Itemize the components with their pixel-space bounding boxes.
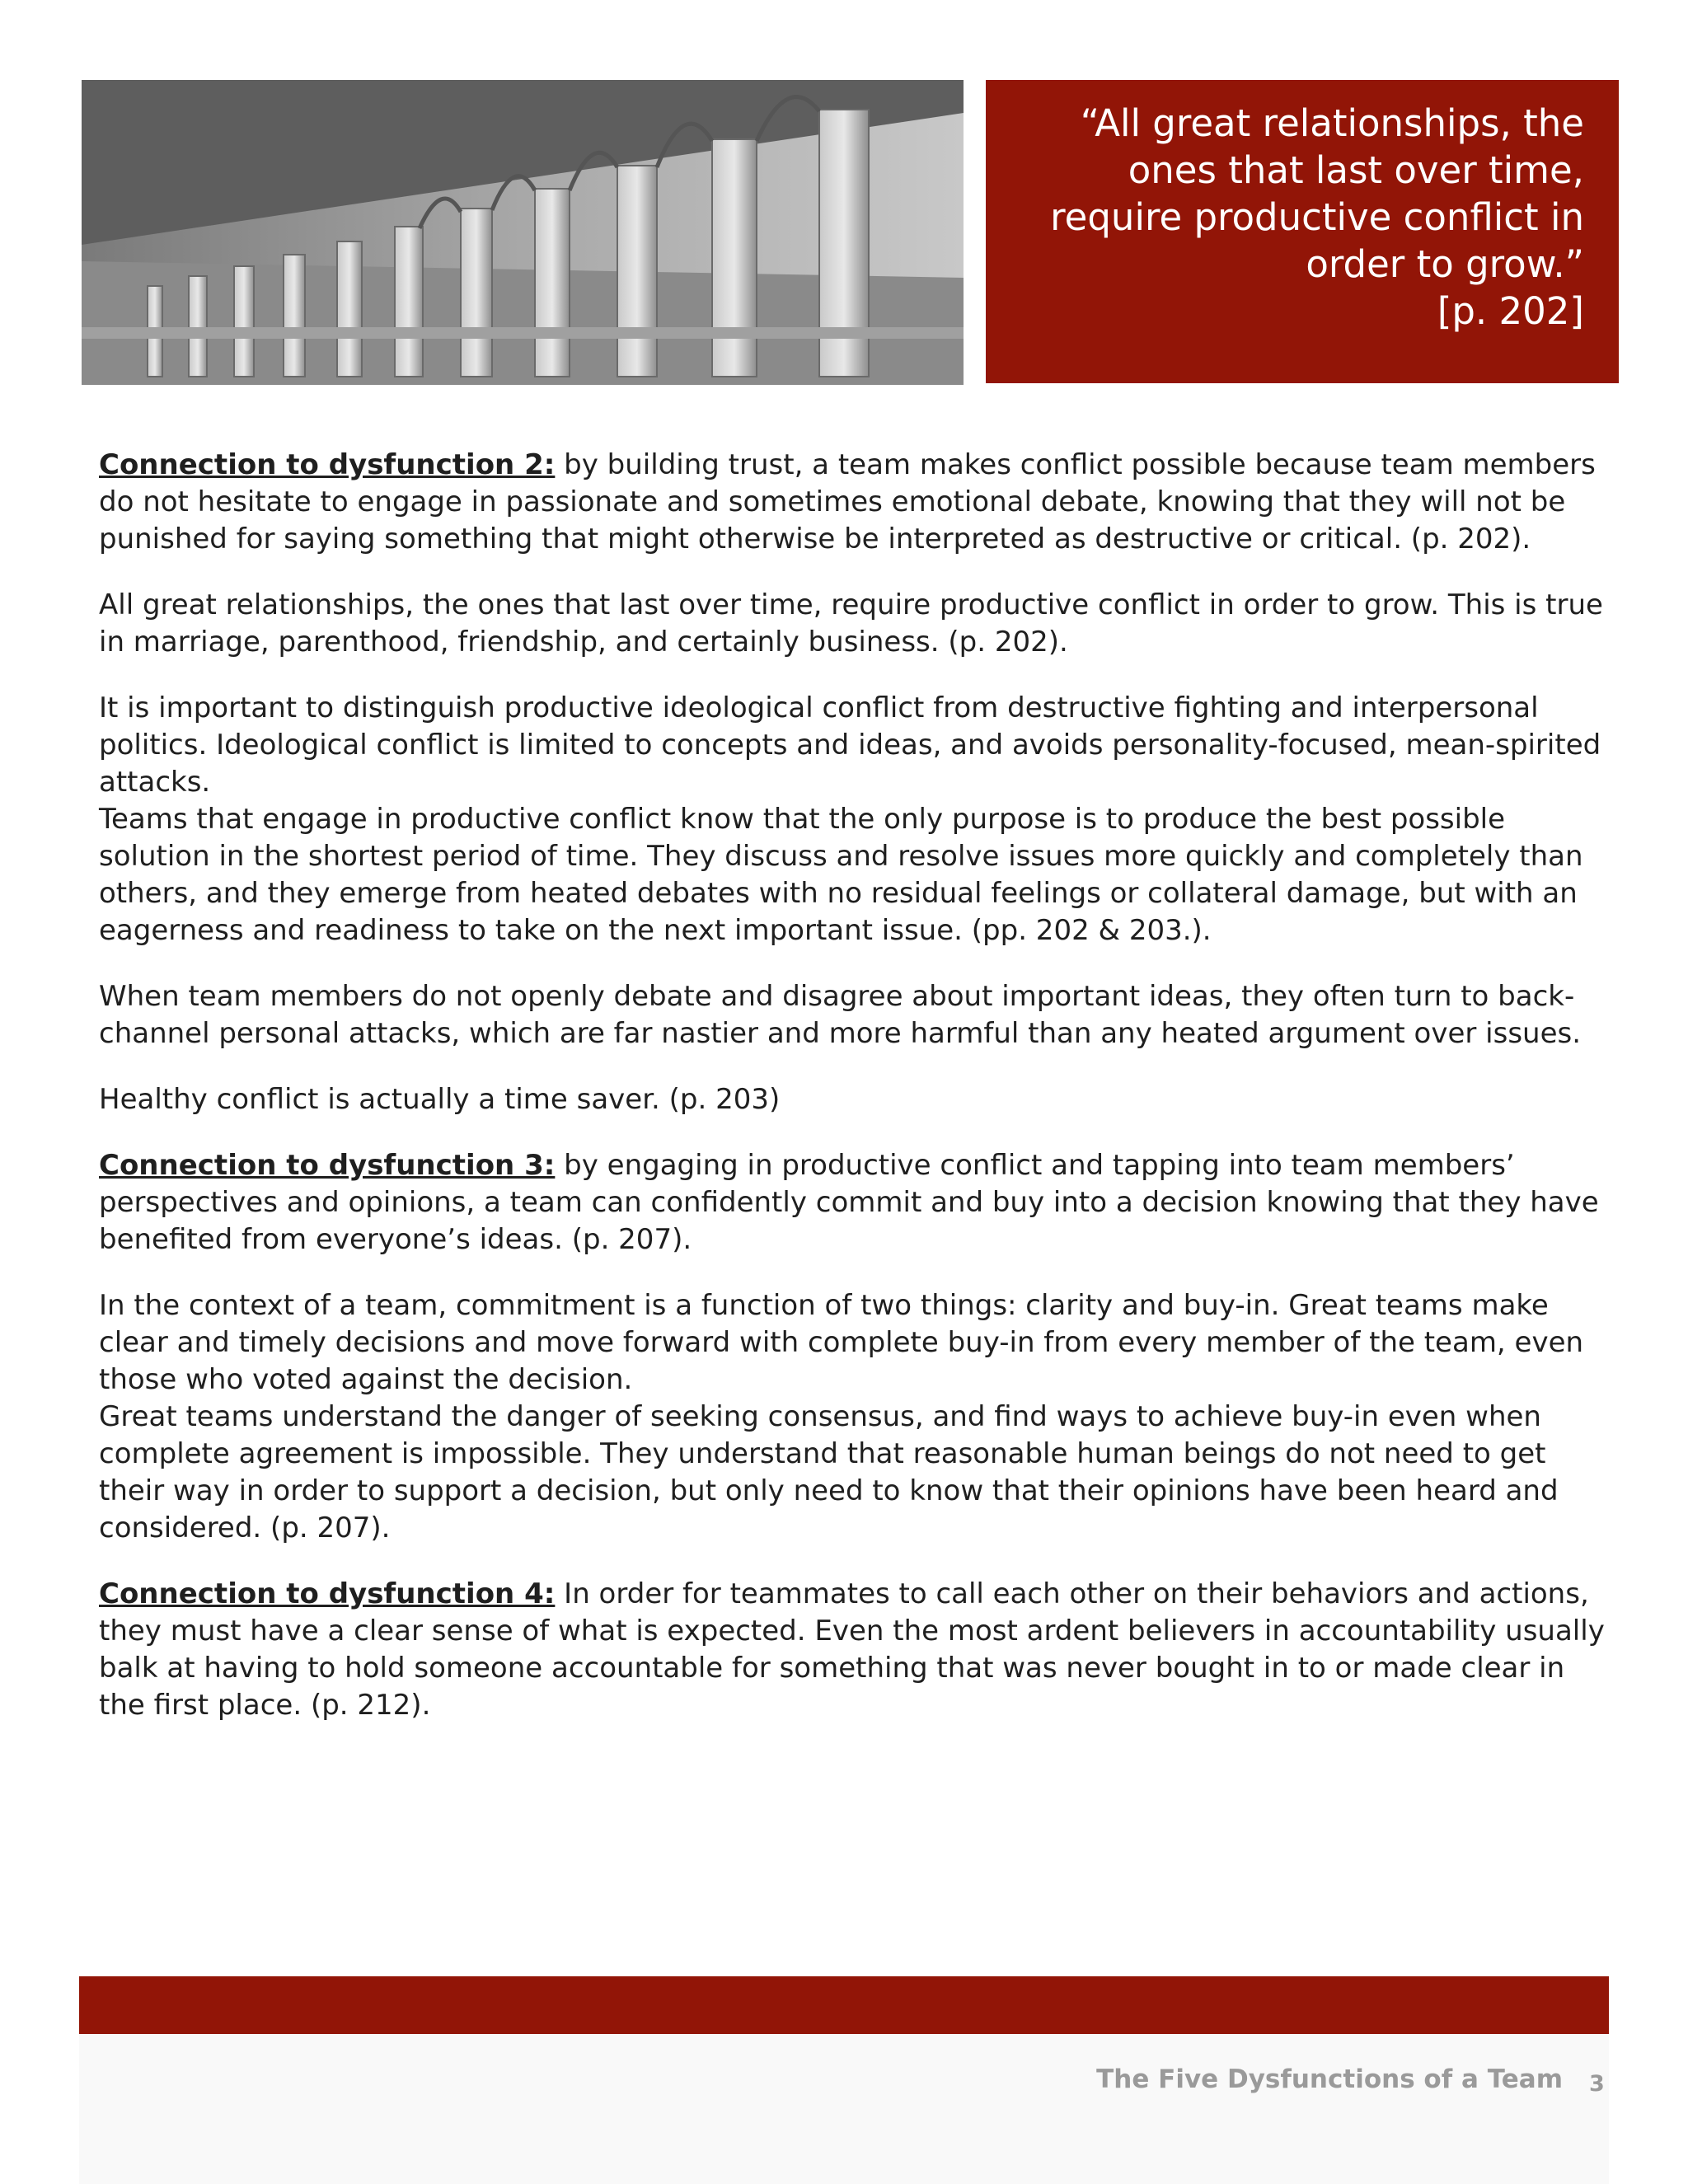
quote-line: “All great relationships, the bbox=[1080, 101, 1584, 145]
quote-line: ones that last over time, bbox=[1128, 148, 1584, 192]
paragraph: It is important to distinguish productive ideological conflict from destructive fighting and interpersonal politics. Ideological conflict is limited to concepts and ideas, and avoids personality-focused, mean-spirited attacks. bbox=[99, 691, 1601, 799]
paragraph: In the context of a team, commitment is a function of two things: clarity and buy-in. Great teams make clear and timely decisions and move forward with complete buy-in from every member of the team, even those who voted against the decision. bbox=[99, 1289, 1584, 1396]
quote-citation: [p. 202] bbox=[1437, 289, 1584, 333]
footer-title: The Five Dysfunctions of a Team bbox=[1096, 2064, 1563, 2094]
paragraph-text: by engaging in productive conflict and tapping into team members’ perspectives and opinions, a team can confidently commit and buy into a decision knowing that they have benefited from everyone’s ideas. (p. 207). bbox=[99, 1149, 1599, 1256]
paragraph: All great relationships, the ones that last over time, require productive conflict in order to grow. This is true in marriage, parenthood, friendship, and certainly business. (p. 202). bbox=[99, 588, 1603, 658]
quote-line: require productive conflict in bbox=[1050, 195, 1584, 239]
pull-quote bbox=[986, 80, 1619, 383]
footer-area bbox=[79, 2034, 1609, 2184]
paragraph: When team members do not openly debate and disagree about important ideas, they often turn to back-channel personal attacks, which are far nastier and more harmful than any heated argument over issues. bbox=[99, 980, 1582, 1050]
paragraph-dysfunction-4 bbox=[99, 1576, 1615, 1724]
paragraph: Great teams understand the danger of seeking consensus, and find ways to achieve buy-in even when complete agreement is impossible. They understand that reasonable human beings do not need to get their way in order to support a decision, but only need to know that their opinions have been heard and considered. (p. 207). bbox=[99, 1400, 1559, 1544]
paragraph-dysfunction-3 bbox=[99, 1147, 1615, 1258]
arcade-columns-photo bbox=[82, 80, 964, 385]
section-lead: Connection to dysfunction 4: bbox=[99, 1577, 556, 1610]
page-number: 3 bbox=[1589, 2071, 1605, 2097]
quote-line: order to grow.” bbox=[1306, 242, 1584, 286]
paragraph: Healthy conflict is actually a time saver. (p. 203) bbox=[99, 1083, 781, 1116]
paragraph: Teams that engage in productive conflict know that the only purpose is to produce the best possible solution in the shortest period of time. They discuss and resolve issues more quickly and completely than others, and they emerge from heated debates with no residual feelings or collateral damage, but with an eagerness and readiness to take on the next important issue. (pp. 202 & 203.). bbox=[99, 803, 1583, 947]
section-lead: Connection to dysfunction 2: bbox=[99, 448, 556, 481]
paragraph-text: by building trust, a team makes conflict possible because team members do not hesitate to engage in passionate and sometimes emotional debate, knowing that they will not be punished for saying something that might otherwise be interpreted as destructive or critical. (p. 202). bbox=[99, 448, 1596, 555]
body-text bbox=[99, 447, 1615, 1753]
paragraph-dysfunction-2 bbox=[99, 447, 1615, 558]
paragraph-text: In order for teammates to call each other on their behaviors and actions, they must have a clear sense of what is expected. Even the most ardent believers in accountability usually balk at having to hold someone accountable for something that was never bought in to or made clear in the first place. (p. 212). bbox=[99, 1577, 1605, 1722]
section-lead: Connection to dysfunction 3: bbox=[99, 1149, 556, 1182]
footer-bar bbox=[79, 1976, 1609, 2034]
